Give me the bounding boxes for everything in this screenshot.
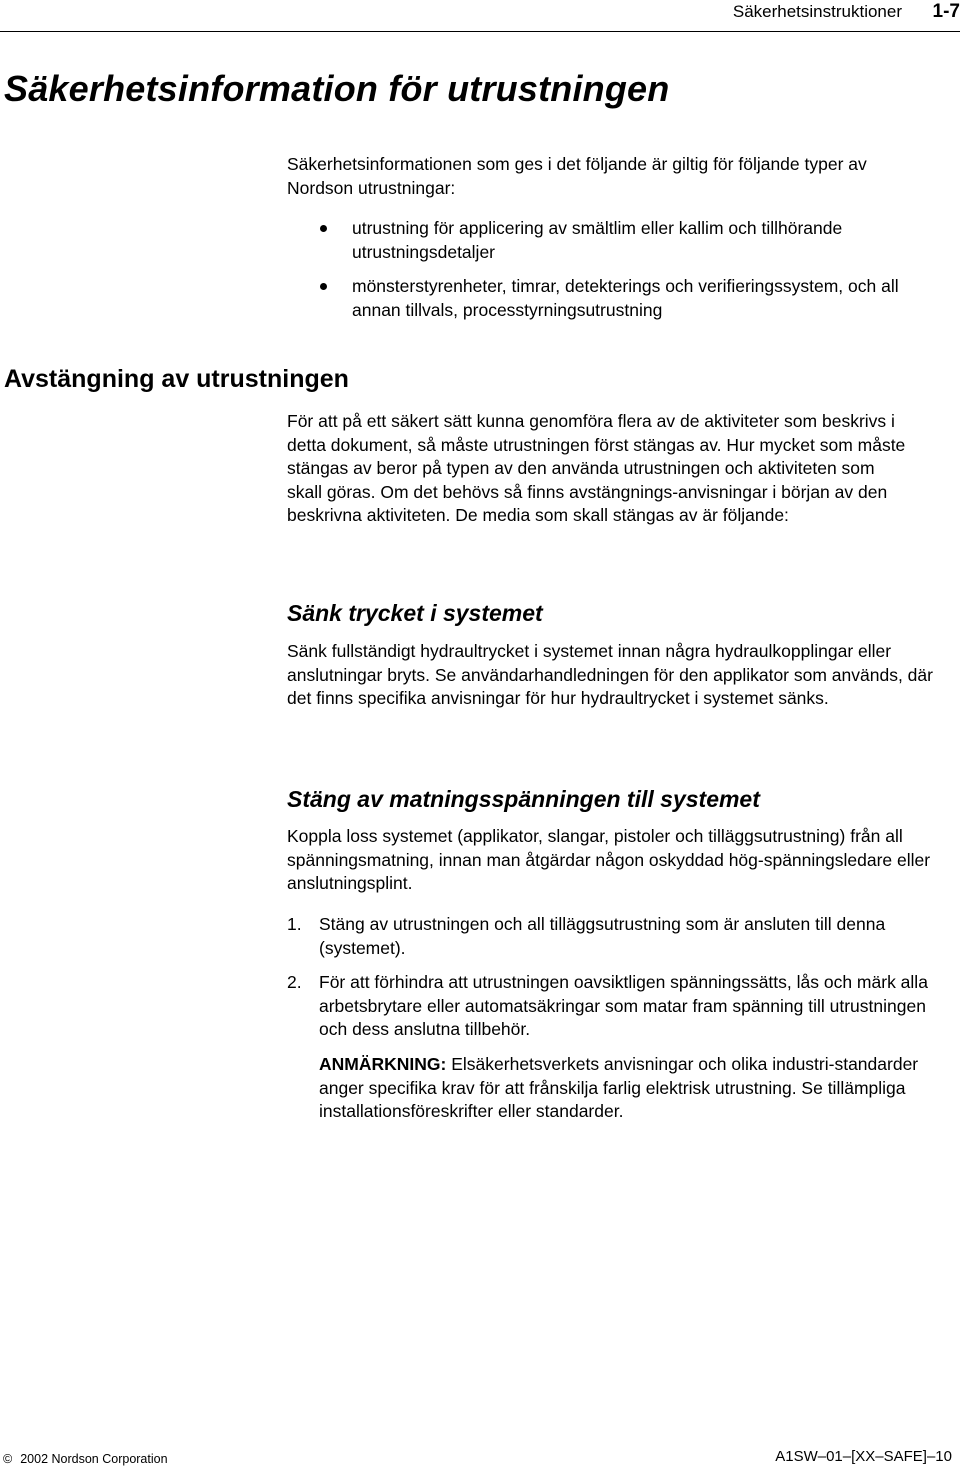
shutdown-paragraph: För att på ett säkert sätt kunna genomföra flera av de aktiviteter som beskrivs i detta dokument, så måste utrustningen först stängas av. Hur mycket som måste stängas av beror på typen av den använda utrustningen och aktiviteten som skall göras. Om det behövs så finns avstängnings-anvisningar i början av den beskrivna aktiviteten. De media som skall stängas av är följande: [287,411,906,525]
bullet-icon [320,225,327,232]
header-divider [0,31,960,32]
copyright-icon: © [3,1452,13,1466]
subheading-pressure: Sänk trycket i systemet [287,600,543,626]
list-item-text: utrustning för applicering av smältlim eller kallim och tillhörande utrustningsdetaljer [352,218,843,262]
running-header-section: Säkerhetsinstruktioner [732,2,902,21]
section-heading-shutdown: Avstängning av utrustningen [4,365,349,393]
intro-paragraph: Säkerhetsinformationen som ges i det följande är giltig för följande typer av Nordson utrustningar: [287,154,867,198]
step-text: För att förhindra att utrustningen oavsiktligen spänningssätts, lås och märk alla arbetsbrytare eller automatsäkringar som matar fram spänning till utrustningen och dess anslutna tillbehör. [319,972,928,1039]
footer-copyright [3,1452,168,1466]
list-item [320,217,940,264]
bullet-icon [320,283,327,290]
document-id: A1SW–01–[XX–SAFE]–10 [775,1448,952,1465]
note [319,1053,919,1124]
list-item [287,913,957,960]
subheading-power: Stäng av matningsspänningen till systemet [287,786,760,812]
list-item-text: mönsterstyrenheter, timrar, detekterings och verifieringssystem, och all annan tillvals, processtyrningsutrustning [352,276,899,320]
equipment-type-list [320,217,940,333]
step-number: 2. [287,972,302,992]
pressure-paragraph: Sänk fullständigt hydraultrycket i systemet innan några hydraulkopplingar eller anslutningar bryts. Se användarhandledningen för den applikator som används, där det finns specifika anvisningar för hur hydraultrycket i systemet sänks. [287,641,933,708]
power-paragraph: Koppla loss systemet (applikator, slangar, pistoler och tilläggsutrustning) från all spänningsmatning, innan man åtgärdar någon oskyddad hög-spänningsledare eller anslutningsplint. [287,826,931,893]
list-item [287,971,957,1042]
copyright-text: 2002 Nordson Corporation [20,1452,168,1466]
step-text: Stäng av utrustningen och all tilläggsutrustning som är ansluten till denna (systemet). [319,914,886,958]
note-label: ANMÄRKNING: [319,1054,447,1074]
power-steps-list [287,913,957,1053]
note-text: Elsäkerhetsverkets anvisningar och olika industri-standarder anger specifika krav för att frånskilja farlig elektrisk utrustning. Se tillämpliga installationsföreskrifter eller standarder. [319,1054,919,1121]
list-item [320,275,940,322]
step-number: 1. [287,914,302,934]
page-number: 1-7 [932,1,960,22]
page-title: Säkerhetsinformation för utrustningen [4,68,670,109]
